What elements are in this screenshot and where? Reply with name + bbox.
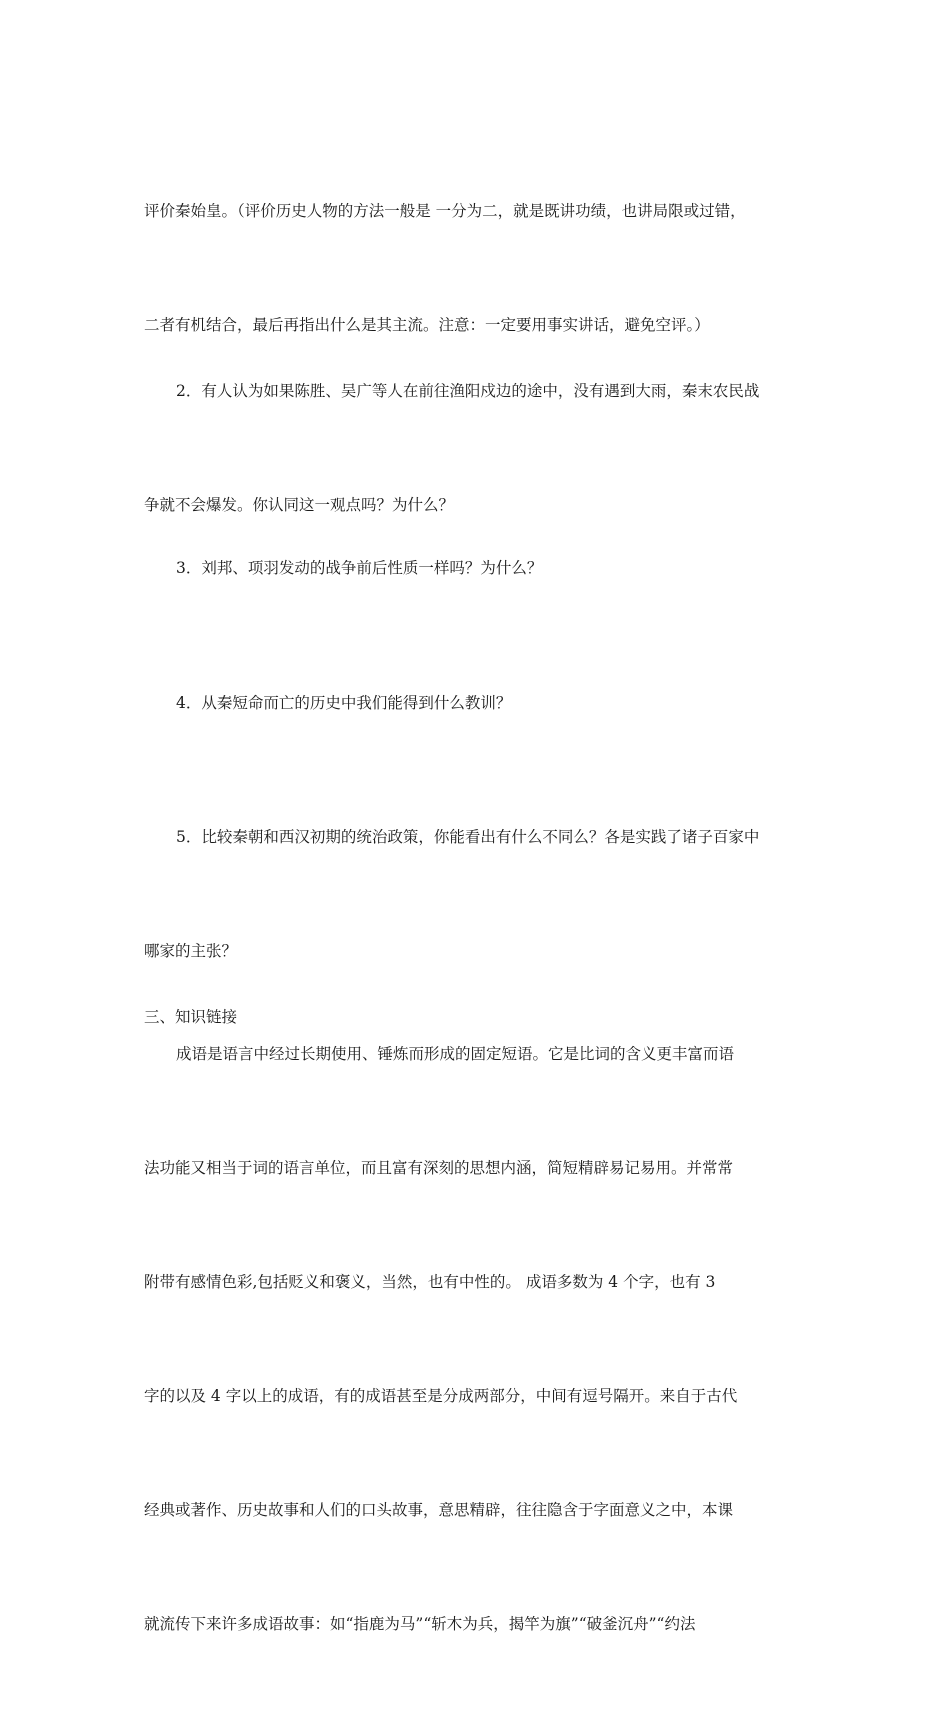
section-heading-text: 三、知识链接 [144, 1008, 238, 1026]
question-line: 哪家的主张？ [144, 942, 238, 960]
paragraph-line: 就流传下来许多成语故事：如“指鹿为马”“斩木为兵，揭竿为旗”“破釜沉舟”“约法 [144, 1615, 696, 1633]
paragraph-line: 附带有感情色彩,包括贬义和褒义，当然，也有中性的。 成语多数为 4 个字，也有 3 [144, 1273, 716, 1291]
intro-line: 二者有机结合，最后再指出什么是其主流。注意：一定要用事实讲话，避免空评。） [144, 316, 710, 334]
paragraph-line: 经典或著作、历史故事和人们的口头故事，意思精辟，往往隐含于字面意义之中，本课 [144, 1501, 734, 1519]
question-line: 5．比较秦朝和西汉初期的统治政策，你能看出有什么不同么？各是实践了诸子百家中 [176, 828, 760, 846]
idiom-paragraph [144, 959, 808, 1719]
paragraph-line: 字的以及 4 字以上的成语，有的成语甚至是分成两部分，中间有逗号隔开。来自于古代 [144, 1387, 738, 1405]
question-line: 争就不会爆发。你认同这一观点吗？为什么？ [144, 496, 455, 514]
question-line: 2．有人认为如果陈胜、吴广等人在前往渔阳戍边的途中，没有遇到大雨，秦末农民战 [176, 382, 760, 400]
question-line: 3．刘邦、项羽发动的战争前后性质一样吗？为什么？ [176, 559, 543, 577]
question-line: 4．从秦短命而亡的历史中我们能得到什么教训？ [176, 694, 512, 712]
paragraph-line: 法功能又相当于词的语言单位，而且富有深刻的思想内涵，简短精辟易记易用。并常常 [144, 1159, 734, 1177]
intro-line: 评价秦始皇。（评价历史人物的方法一般是 一分为二，就是既讲功绩，也讲局限或过错， [144, 202, 746, 220]
paragraph-line: 成语是语言中经过长期使用、锤炼而形成的固定短语。它是比词的含义更丰富而语 [176, 1045, 735, 1063]
